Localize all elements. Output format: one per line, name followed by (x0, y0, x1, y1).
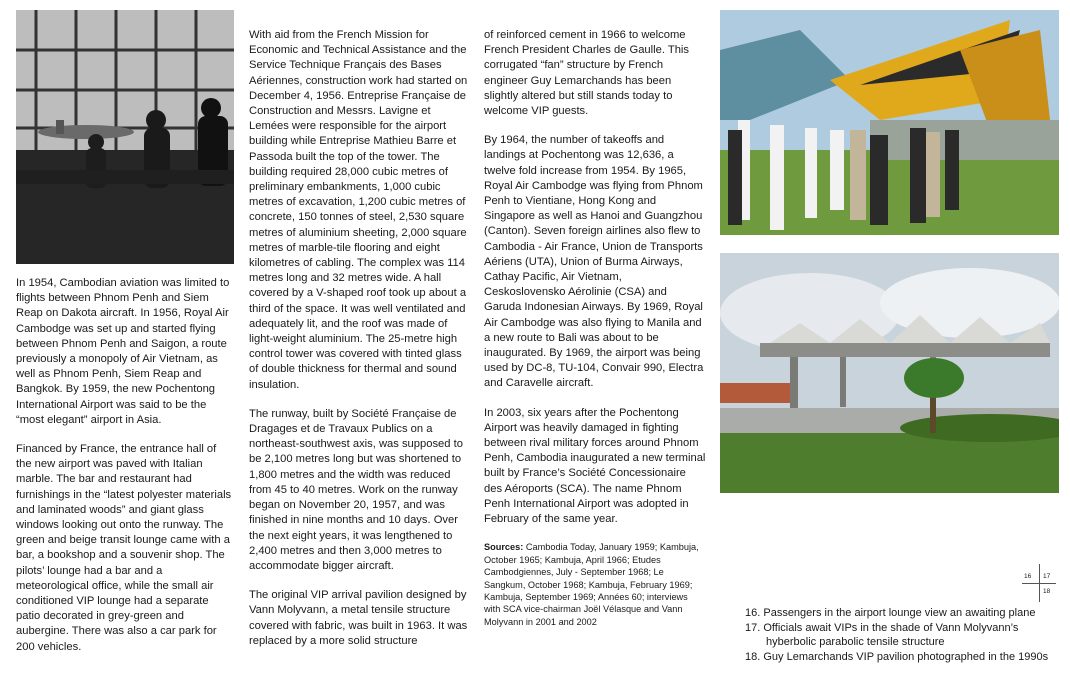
page-number-right-bottom: 18 (1043, 588, 1051, 595)
caption-text: Officials await VIPs in the shade of Vann Molyvann’s (763, 621, 1019, 634)
sources-label: Sources: (484, 542, 524, 553)
caption-number: 17. (745, 621, 761, 634)
text-column-1 (16, 276, 234, 669)
paragraph: Financed by France, the entrance hall of the new airport was paved with Italian marble. The bar and restaurant had furnishings in the “latest polyester materials and laminated woods” and giant glass windows looking out onto the runway. The green and beige transit lounge came with a bar, a bookshop and a souvenir shop. The pilots’ lounge had a bar and a meteorological office, while the small air conditioned VIP lounge had a separate patio decorated in grey-green and aubergine. There was also a car park for 200 vehicles. (16, 443, 232, 653)
caption-text: Passengers in the airport lounge view an awaiting plane (763, 607, 1036, 619)
page-number-right-top: 17 (1043, 573, 1051, 580)
photo-airport-lounge (16, 10, 234, 264)
caption-continuation: hyberbolic parabolic tensile structure (766, 636, 945, 649)
paragraph: In 2003, six years after the Pochentong Airport was heavily damaged in fighting between rival military forces around Phnom Penh, Cambodia inaugurated a new terminal built by France’s Société Concessionaire des Aéroports (SCA). The name Phnom Penh International Airport was adopted in February of the same year. (484, 406, 706, 526)
caption-text: Guy Lemarchands VIP pavilion photographed in the 1990s (763, 650, 1049, 663)
sources-text: Cambodia Today, January 1959; Kambuja, October 1965; Kambuja, April 1966; Etudes Cambodgiennes, July - September 1968; Le Sangkum, October 1968; Kambuja, February 1969; Kambuja, September 1969; Années 60; interviews with SCA vice-chairman Joël Vélasque and Vann Molyvann in 2001 and 2002 (484, 542, 699, 627)
sources (484, 541, 706, 628)
photo-officials-tensile-structure (720, 10, 1059, 235)
photo-vip-pavilion (720, 253, 1059, 493)
page-number-marker (1018, 564, 1058, 604)
text-column-2 (249, 28, 472, 663)
text-column-3 (484, 28, 706, 628)
paragraph: of reinforced cement in 1966 to welcome French President Charles de Gaulle. This corrugated “fan” structure by French engineer Guy Lemarchands has been slightly altered but still stands today to welcome VIP guests. (484, 29, 689, 118)
paragraph: The runway, built by Société Française de Dragages et de Travaux Publics on a northeast-southwest axis, was supposed to be 2,100 metres long but was shortened to 1,800 metres and the width was reduced from 45 to 40 metres. Work on the runway began on November 20, 1957, and was finished in nine months and 10 days. Over the next eight years, it was lengthened to 2,400 metres and then 3,000 metres to accommodate bigger aircraft. (249, 407, 463, 572)
paragraph: By 1964, the number of takeoffs and landings at Pochentong was 12,636, a twelve fold increase from 1954. By 1965, Royal Air Cambodge was flying from Phnom Penh to Vientiane, Hong Kong and Singapore as well as Hanoi and Guangzhou (Canton). Seven foreign airlines also flew to Cambodia - Air France, Union de Transports Aériens (UTA), Union of Burma Airways, Cathay Pacific, Air Vietnam, Ceskoslovensko Aérolinie (CSA) and Garuda Indonesian Airways. By 1969, Royal Air Cambodge was also flying to Manila and a new route to Bali was about to be inaugurated. By 1969, the airport was being used by DC-8, TU-104, Convair 990, Electra and Caravelle aircraft. (484, 134, 704, 390)
photo-captions (745, 606, 1063, 664)
caption (745, 621, 1063, 636)
paragraph: In 1954, Cambodian aviation was limited to flights between Phnom Penh and Siem Reap on Dakota aircraft. In 1956, Royal Air Cambodge was set up and started flying between Phnom Penh and Saigon, a route previously a monopoly of Air Vietnam, as well as Phnom Penh, Siem Reap and Bangkok. By 1959, the new Pochentong International Airport was said to be the “most elegant” airport in Asia. (16, 277, 230, 426)
caption-number: 16. (745, 607, 761, 619)
page-number-left: 16 (1024, 573, 1032, 580)
caption (745, 606, 1063, 621)
paragraph: With aid from the French Mission for Economic and Technical Assistance and the Service Technique Français des Bases Aériennes, construction work had started on December 4, 1956. Entreprise Française de Construction and Messrs. Lavigne et Lemées were responsible for the airport building while Entreprise Mathieu Barre et Passoda built the top of the tower. The building required 28,000 cubic metres of preliminary embankments, 1,000 cubic metres of excavation, 1,200 cubic metres of concrete, 150 tonnes of steel, 2,530 square metres of aluminium sheeting, 2,000 square metres of marble-tile flooring and eight kilometres of cabling. The complex was 114 metres long and 32 metres wide. A hall covered by a V-shaped roof took up about a third of the space. It was well ventilated and adequately lit, and the roof was made of light-weight aluminium. The 25-metre high control tower was covered with tinted glass of double thickness for thermal and sound insulation. (249, 29, 468, 391)
divider (1022, 583, 1056, 584)
caption (745, 650, 1063, 665)
caption-number: 18. (745, 650, 761, 663)
paragraph: The original VIP arrival pavilion designed by Vann Molyvann, a metal tensile structure covered with fabric, was built in 1963. It was replaced by a more solid structure (249, 589, 468, 647)
